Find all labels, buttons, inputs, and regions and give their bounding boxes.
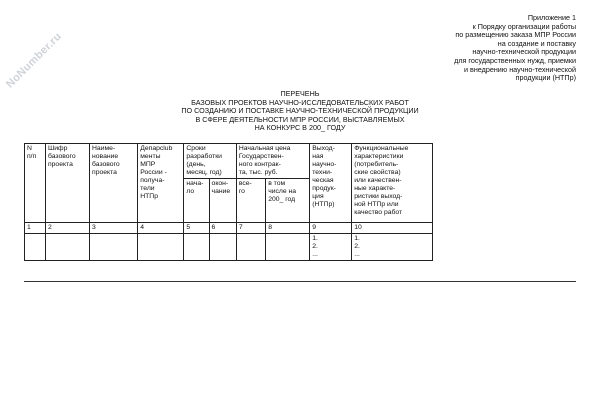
- column-number: 7: [236, 223, 265, 234]
- header-end: [209, 179, 236, 223]
- cell-line: Начальная цена: [238, 145, 291, 152]
- title-line: В СФЕРЕ ДЕЯТЕЛЬНОСТИ МПР РОССИИ, ВЫСТАВЛЯЕМЫХ: [195, 114, 405, 124]
- header-start: [184, 179, 209, 223]
- cell-line: базового: [92, 161, 120, 168]
- data-cell: [209, 234, 236, 261]
- cell-line: Сроки: [186, 145, 206, 152]
- column-number: 10: [352, 223, 433, 234]
- cell-line: ческая: [312, 177, 334, 184]
- cell-line: в том: [268, 180, 286, 187]
- cell-line: нача-: [186, 180, 204, 187]
- header-terms: [184, 144, 236, 179]
- cell-line: месяц, год): [186, 169, 222, 176]
- cell-line: го: [238, 188, 245, 195]
- header-price: [236, 144, 309, 179]
- data-cell: [45, 234, 89, 261]
- title-line: БАЗОВЫХ ПРОЕКТОВ НАУЧНО-ИССЛЕДОВАТЕЛЬСКИХ РАБОТ: [191, 97, 409, 107]
- cell-line: числе на: [268, 188, 297, 195]
- document-title: [160, 90, 440, 133]
- appendix-line: продукции (НТПр): [515, 73, 576, 83]
- data-cell: [138, 234, 184, 261]
- cell-line: продук-: [312, 185, 336, 192]
- header-total: [236, 179, 265, 223]
- cell-line: техни-: [312, 169, 333, 176]
- cell-line: 2.: [354, 243, 360, 250]
- cell-line: ция: [312, 193, 324, 200]
- cell-line: N: [27, 145, 32, 152]
- column-number: 6: [209, 223, 236, 234]
- cell-line: 200_ год: [268, 196, 296, 203]
- cell-line: менты: [140, 153, 161, 160]
- cell-line: Наиме-: [92, 145, 116, 152]
- cell-line: 2.: [312, 243, 318, 250]
- cell-line: (НТПр): [312, 201, 335, 208]
- header-output: [310, 144, 352, 223]
- cell-line: Выход-: [312, 145, 335, 152]
- data-cell: [90, 234, 138, 261]
- appendix-note: [346, 14, 576, 83]
- column-number: 8: [266, 223, 310, 234]
- data-cell: [25, 234, 46, 261]
- cell-line: Функциональные: [354, 145, 409, 152]
- column-number: 5: [184, 223, 209, 234]
- cell-line: МПР: [140, 161, 156, 168]
- appendix-line: и внедрению научно-технической: [464, 64, 576, 74]
- cell-line: получа-: [140, 177, 165, 184]
- header-code: [45, 144, 89, 223]
- column-number: 2: [45, 223, 89, 234]
- cell-line: ная: [312, 153, 324, 160]
- cell-line: ло: [186, 188, 195, 195]
- cell-line: или качествен-: [354, 177, 402, 184]
- cell-line: 1.: [312, 235, 318, 242]
- appendix-line: научно-технической продукции: [472, 47, 576, 57]
- cell-line: ного контрак-: [238, 161, 281, 168]
- title-line: ПЕРЕЧЕНЬ: [280, 89, 320, 98]
- cell-line: ...: [312, 251, 318, 258]
- projects-table: [24, 143, 433, 261]
- cell-line: тели: [140, 185, 155, 192]
- cell-line: ристики выход-: [354, 193, 403, 200]
- header-number: [25, 144, 46, 223]
- header-name: [90, 144, 138, 223]
- cell-line: Государствен-: [238, 153, 284, 160]
- cell-line: та, тыс. руб.: [238, 169, 278, 176]
- horizontal-rule: [24, 281, 576, 282]
- data-characteristics-list: [352, 234, 433, 261]
- column-number: 4: [138, 223, 184, 234]
- data-cell: [236, 234, 265, 261]
- data-cell: [266, 234, 310, 261]
- cell-line: п/п: [27, 153, 37, 160]
- cell-line: (потребитель-: [354, 161, 399, 168]
- cell-line: проекта: [92, 169, 117, 176]
- appendix-line: к Порядку организации работы: [472, 21, 576, 31]
- column-number: 3: [90, 223, 138, 234]
- cell-line: России -: [140, 169, 167, 176]
- cell-line: Депарclub: [140, 145, 173, 152]
- appendix-line: Приложение 1: [527, 13, 576, 22]
- cell-line: Шифр: [47, 145, 68, 152]
- cell-line: чание: [211, 188, 231, 195]
- cell-line: базового: [47, 153, 76, 160]
- appendix-line: для государственных нужд, приемки: [454, 55, 576, 65]
- cell-line: 1.: [354, 235, 360, 242]
- watermark: NoNumber.ru: [4, 30, 65, 91]
- header-this-year: [266, 179, 310, 223]
- column-number: 1: [25, 223, 46, 234]
- cell-line: ные характе-: [354, 185, 396, 192]
- cell-line: (день,: [186, 161, 206, 168]
- cell-line: разработки: [186, 153, 222, 160]
- cell-line: окон-: [211, 180, 229, 187]
- header-department: [138, 144, 184, 223]
- cell-line: научно-: [312, 161, 337, 168]
- cell-line: характеристики: [354, 153, 404, 160]
- cell-line: НТПр: [140, 193, 158, 200]
- data-cell: [184, 234, 209, 261]
- column-number: 9: [310, 223, 352, 234]
- cell-line: ной НТПр или: [354, 201, 399, 208]
- data-output-list: [310, 234, 352, 261]
- cell-line: ские свойства): [354, 169, 401, 176]
- cell-line: проекта: [47, 161, 73, 168]
- title-line: ПО СОЗДАНИЮ И ПОСТАВКЕ НАУЧНО-ТЕХНИЧЕСКОЙ ПРОДУКЦИИ: [181, 106, 419, 116]
- cell-line: все-: [238, 180, 252, 187]
- header-characteristics: [352, 144, 433, 223]
- cell-line: ...: [354, 251, 360, 258]
- cell-line: качество работ: [354, 209, 403, 216]
- title-line: НА КОНКУРС В 200_ ГОДУ: [254, 123, 346, 133]
- appendix-line: на создание и поставку: [497, 38, 576, 48]
- appendix-line: по размещению заказа МПР России: [455, 30, 576, 40]
- cell-line: нование: [92, 153, 119, 160]
